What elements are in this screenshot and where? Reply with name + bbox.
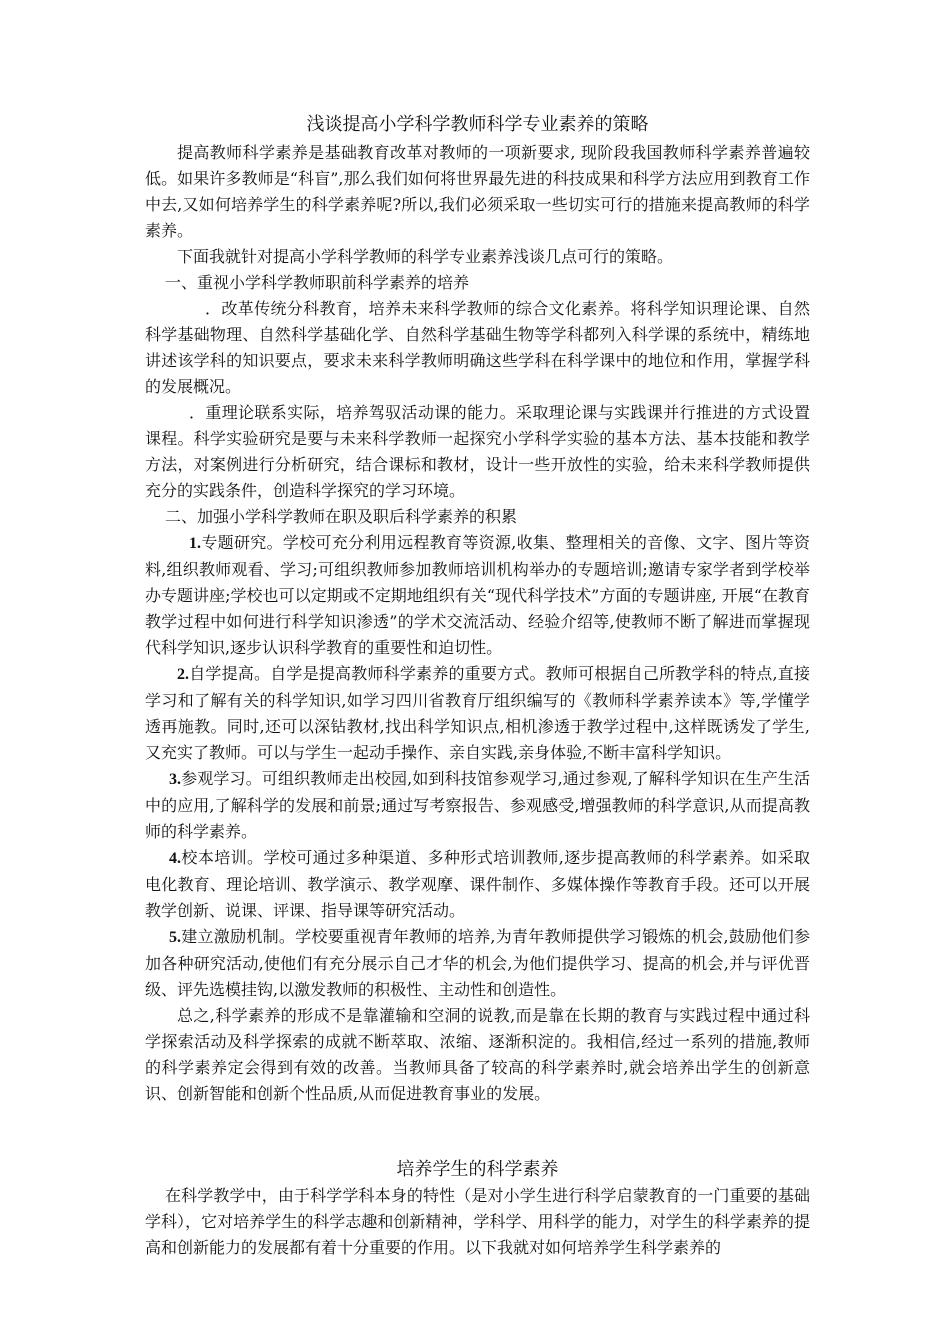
item-text: 专题研究。学校可充分利用远程教育等资源,收集、整理相关的音像、文字、图片等资料,组织教师观看、学习;可组织教师参加教师培训机构举办的专题培训;邀请专家学者到学校举办专题讲座;学校也可以定期或不定期地组织有关“现代科学技术”方面的专题讲座, 开展“在教育教学过程中如何进行科学知识渗透”的学术交流活动、经验介绍等,使教师不断了解进而掌握现代科学知识,逐步认识科学教育的重要性和迫切性。 [145, 533, 810, 657]
item-number: 3. [169, 771, 181, 788]
item-text: 自学提高。自学是提高教师科学素养的重要方式。教师可根据自己所教学科的特点,直接学习和了解有关的科学知识,如学习四川省教育厅组织编写的《教师科学素养读本》等,学懂学透再施教。同时,还可以深钻教材,找出科学知识点,相机渗透于教学过程中,这样既诱发了学生,又充实了教师。可以与学生一起动手操作、亲自实践,亲身体验,不断丰富科学知识。 [145, 664, 810, 762]
item-number: 4. [169, 850, 181, 867]
list-item [145, 766, 810, 845]
second-article-intro: 在科学教学中，由于科学学科本身的特性（是对小学生进行科学启蒙教育的一门重要的基础学科），它对培养学生的科学志趣和创新精神，学科学、用科学的能力，对学生的科学素养的提高和创新能力的发展都有着十分重要的作用。以下我就对如何培养学生科学素养的 [145, 1186, 810, 1257]
section-spacer [145, 1107, 810, 1157]
conclusion-paragraph: 总之,科学素养的形成不是靠灌输和空洞的说教,而是靠在长期的教育与实践过程中通过科学探索活动及科学探索的成就不断萃取、浓缩、逐渐积淀的。我相信,经过一系列的措施,教师的科学素养定会得到有效的改善。当教师具备了较高的科学素养时,就会培养出学生的创新意识、创新智能和创新个性品质,从而促进教育事业的发展。 [145, 1006, 810, 1103]
article-title: 浅谈提高小学科学教师科学专业素养的策略 [306, 114, 649, 135]
section1-point-2: ．重理论联系实际，培养驾驭活动课的能力。采取理论课与实践课并行推进的方式设置课程。科学实验研究是要与未来科学教师一起探究小学科学实验的基本方法、基本技能和教学方法，对案例进行分析研究，结合课标和教材，设计一些开放性的实验，给未来科学教师提供充分的实践条件，创造科学探究的学习环境。 [145, 403, 810, 500]
item-number: 5. [169, 929, 181, 946]
document-page [145, 112, 810, 1261]
section1-point-1: ．改革传统分科教育，培养未来科学教师的综合文化素养。将科学知识理论课、自然科学基础物理、自然科学基础化学、自然科学基础生物等学科都列入科学课的系统中，精练地讲述该学科的知识要点，要求未来科学教师明确这些学科在科学课中的地位和作用，掌握学科的发展概况。 [145, 299, 810, 396]
lead-paragraph: 下面我就针对提高小学科学教师的科学专业素养浅谈几点可行的策略。 [177, 247, 674, 266]
item-number: 1. [189, 535, 201, 552]
intro-paragraph: 提高教师科学素养是基础教育改革对教师的一项新要求, 现阶段我国教师科学素养普遍较低。如果许多教师是“科盲”,那么我们如何将世界最先进的科技成果和科学方法应用到教育工作中去,又如何培养学生的科学素养呢?所以,我们必须采取一些切实可行的措施来提高教师的科学素养。 [145, 143, 810, 240]
list-item [145, 924, 810, 1003]
list-item [145, 661, 810, 766]
item-text: 校本培训。学校可通过多种渠道、多种形式培训教师,逐步提高教师的科学素养。如采取电化教育、理论培训、教学演示、教学观摩、课件制作、多媒体操作等教育手段。还可以开展教学创新、说课、评课、指导课等研究活动。 [145, 848, 810, 920]
list-item [145, 530, 810, 661]
item-number: 2. [177, 666, 189, 683]
second-article-title: 培养学生的科学素养 [396, 1159, 559, 1180]
list-item [145, 845, 810, 924]
item-text: 参观学习。可组织教师走出校园,如到科技馆参观学习,通过参观,了解科学知识在生产生活中的应用,了解科学的发展和前景;通过写考察报告、参观感受,增强教师的科学意识,从而提高教师的科学素养。 [145, 769, 810, 841]
section-heading-1: 一、重视小学科学教师职前科学素养的培养 [165, 273, 470, 292]
section-heading-2: 二、加强小学科学教师在职及职后科学素养的积累 [165, 507, 518, 526]
item-text: 建立激励机制。学校要重视青年教师的培养,为青年教师提供学习锻炼的机会,鼓励他们参加各种研究活动,使他们有充分展示自己才华的机会,为他们提供学习、提高的机会,并与评优晋级、评先选模挂钩,以激发教师的积极性、主动性和创造性。 [145, 927, 810, 999]
